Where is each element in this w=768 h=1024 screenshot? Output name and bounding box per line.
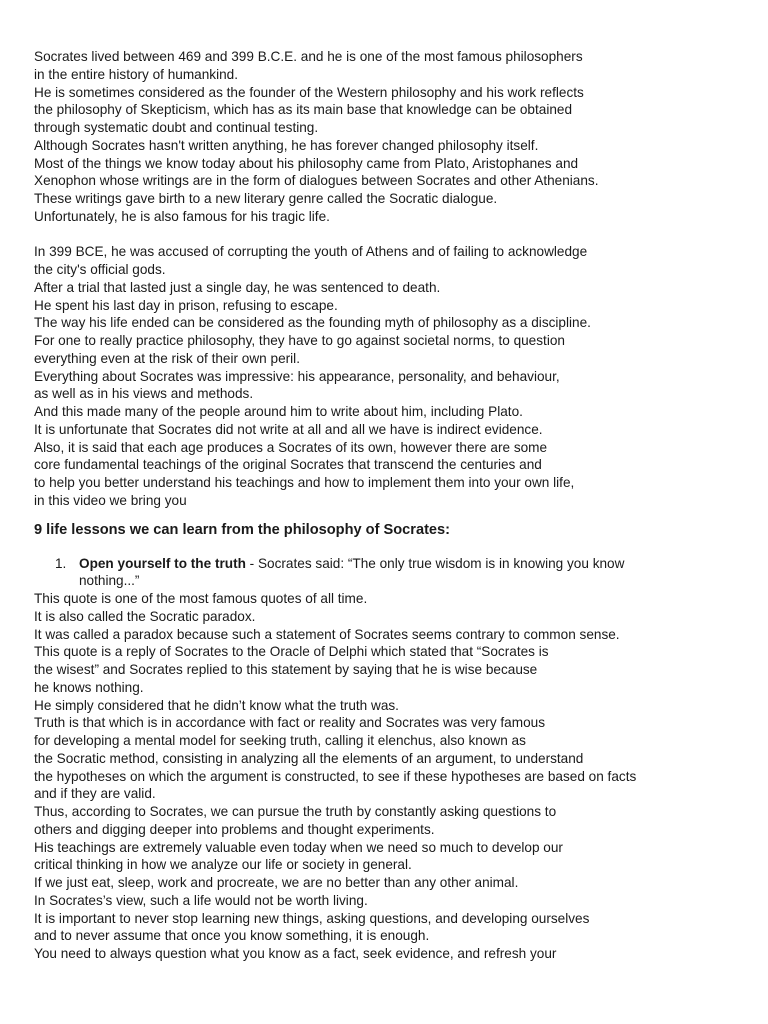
text-line: everything even at the risk of their own peril.: [34, 350, 300, 366]
text-line: The way his life ended can be considered as the founding myth of philosophy as a discipline.: [34, 315, 591, 331]
list-number: 1.: [55, 555, 67, 571]
text-line: Most of the things we know today about his philosophy came from Plato, Aristophanes and: [34, 155, 579, 171]
text-line: You need to always question what you know as a fact, seek evidence, and refresh your: [34, 946, 557, 961]
text-line: in this video we bring you: [34, 492, 187, 508]
text-line: Also, it is said that each age produces a Socrates of its own, however there are some: [34, 439, 548, 455]
lesson-title: Open yourself to the truth: [79, 555, 246, 571]
text-line: It is important to never stop learning new things, asking questions, and developing ourselves: [34, 910, 590, 926]
text-line: and to never assume that once you know something, it is enough.: [34, 928, 430, 944]
text-line: For one to really practice philosophy, they have to go against societal norms, to question: [34, 333, 565, 348]
text-line: others and digging deeper into problems and thought experiments.: [34, 821, 435, 837]
text-line: the city's official gods.: [34, 262, 166, 277]
text-line: core fundamental teachings of the original Socrates that transcend the centuries and: [34, 457, 542, 473]
text-line: Unfortunately, he is also famous for his tragic life.: [34, 208, 330, 224]
text-line: And this made many of the people around him to write about him, including Plato.: [34, 404, 523, 419]
text-line: Truth is that which is in accordance with fact or reality and Socrates was very famous: [34, 715, 545, 731]
text-line: This quote is one of the most famous quotes of all time.: [34, 591, 368, 606]
text-line: His teachings are extremely valuable even today when we need so much to develop our: [34, 839, 563, 855]
text-line: Although Socrates hasn't written anything, he has forever changed philosophy itself.: [34, 137, 539, 153]
text-line: He spent his last day in prison, refusing to escape.: [34, 297, 338, 313]
text-line: After a trial that lasted just a single day, he was sentenced to death.: [34, 279, 441, 295]
text-line: Everything about Socrates was impressive: his appearance, personality, and behaviour,: [34, 368, 560, 384]
text-line: the Socratic method, consisting in analyzing all the elements of an argument, to understand: [34, 750, 584, 766]
text-line: in the entire history of humankind.: [34, 66, 239, 82]
text-line: Xenophon whose writings are in the form of dialogues between Socrates and other Athenians.: [34, 173, 599, 189]
lesson-1-body: [34, 590, 748, 963]
intro-paragraph: [34, 48, 748, 226]
text-line: In Socrates’s view, such a life would not be worth living.: [34, 892, 368, 908]
text-line: the philosophy of Skepticism, which has as its main base that knowledge can be obtained: [34, 102, 573, 118]
section-heading: 9 life lessons we can learn from the philosophy of Socrates:: [34, 521, 451, 538]
text-line: It was called a paradox because such a statement of Socrates seems contrary to common sense.: [34, 626, 620, 642]
text-line: Thus, according to Socrates, we can pursue the truth by constantly asking questions to: [34, 804, 557, 819]
lesson-list-item: [34, 555, 748, 591]
text-line: to help you better understand his teachings and how to implement them into your own life,: [34, 475, 575, 490]
life-paragraph: [34, 243, 748, 509]
text-line: He simply considered that he didn’t know what the truth was.: [34, 697, 399, 713]
text-line: as well as in his views and methods.: [34, 386, 254, 402]
text-line: It is also called the Socratic paradox.: [34, 608, 256, 624]
text-line: critical thinking in how we analyze our life or society in general.: [34, 857, 412, 873]
paragraph-spacer: [34, 226, 748, 244]
lesson-title-line: [79, 555, 748, 573]
text-line: the wisest” and Socrates replied to this statement by saying that he is wise because: [34, 662, 538, 677]
text-line: It is unfortunate that Socrates did not write at all and all we have is indirect evidence.: [34, 421, 543, 437]
text-line: he knows nothing.: [34, 679, 144, 695]
text-line: He is sometimes considered as the founder of the Western philosophy and his work reflects: [34, 84, 584, 100]
text-line: This quote is a reply of Socrates to the Oracle of Delphi which stated that “Socrates is: [34, 644, 549, 660]
lesson-quote: - Socrates said: “The only true wisdom is in knowing you know: [245, 555, 625, 571]
text-line: These writings gave birth to a new literary genre called the Socratic dialogue.: [34, 191, 498, 206]
text-line: Socrates lived between 469 and 399 B.C.E. and he is one of the most famous philosophers: [34, 49, 583, 64]
text-line: If we just eat, sleep, work and procreate, we are no better than any other animal.: [34, 875, 519, 890]
text-line: for developing a mental model for seeking truth, calling it elenchus, also known as: [34, 733, 526, 748]
text-line: the hypotheses on which the argument is constructed, to see if these hypotheses are based on facts: [34, 768, 637, 784]
text-line: through systematic doubt and continual testing.: [34, 120, 319, 135]
text-line: and if they are valid.: [34, 786, 156, 802]
lesson-quote-continued: nothing...”: [79, 573, 140, 589]
text-line: In 399 BCE, he was accused of corrupting the youth of Athens and of failing to acknowledge: [34, 244, 588, 260]
